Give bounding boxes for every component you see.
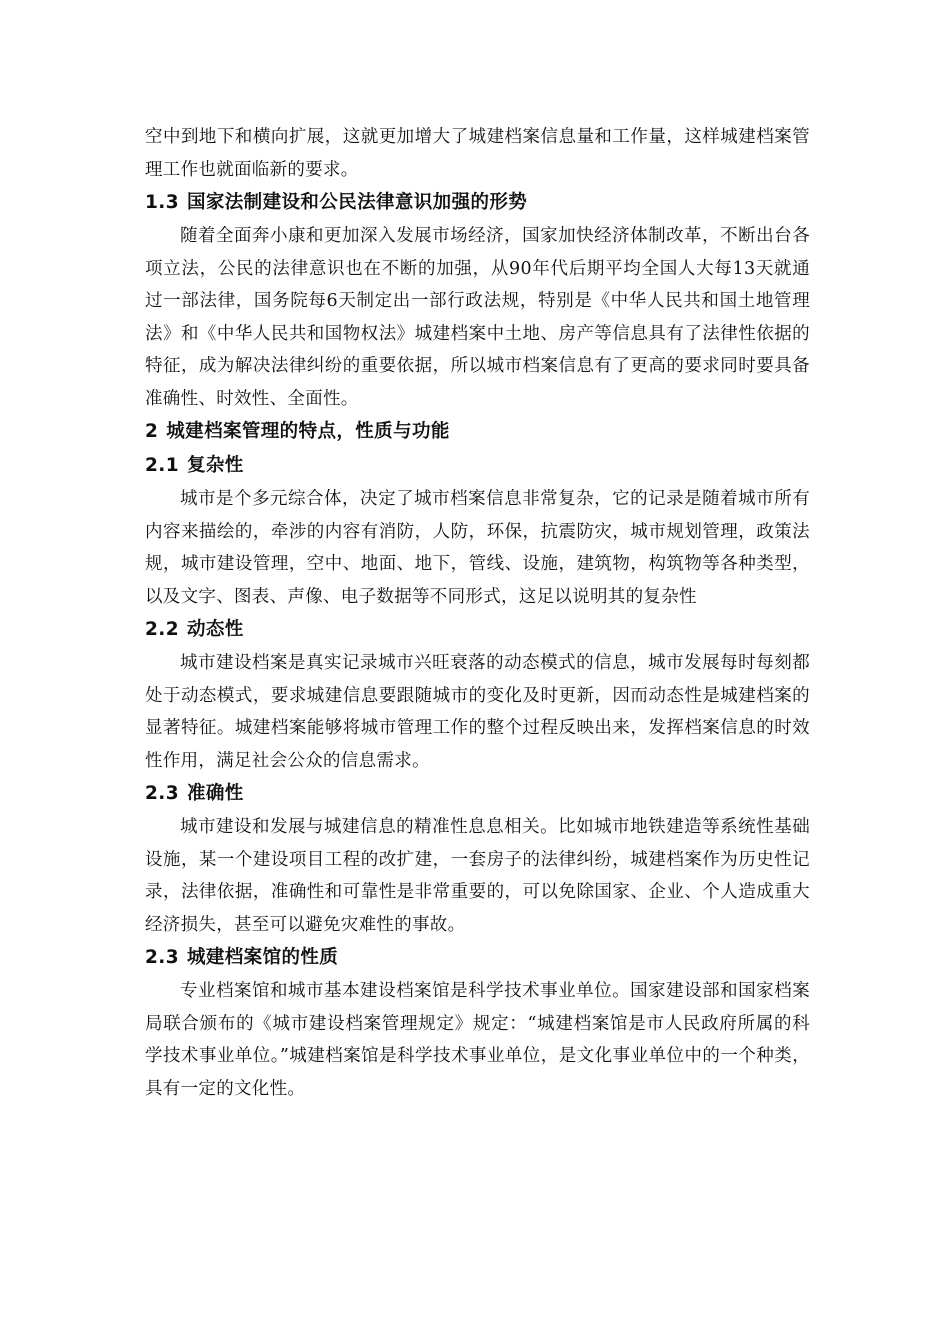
heading-title: 复杂性 [186, 455, 244, 476]
heading-number: 2 [145, 421, 159, 442]
paragraph-continuation: 空中到地下和横向扩展，这就更加增大了城建档案信息量和工作量，这样城建档案管理工作也就面临新的要求。 [145, 127, 810, 180]
paragraph-legal-situation: 随着全面奔小康和更加深入发展市场经济，国家加快经济体制改革，不断出台各项立法，公民的法律意识也在不断的加强，从90年代后期平均全国人大每13天就通过一部法律，国务院每6天制定出一部行政法规，特别是《中华人民共和国土地管理法》和《中华人民共和国物权法》城建档案中土地、房产等信息具有了法律性依据的特征，成为解决法律纠纷的重要依据，所以城市档案信息有了更高的要求同时要具备准确性、时效性、全面性。 [145, 226, 810, 409]
paragraph-archive-nature: 专业档案馆和城市基本建设档案馆是科学技术事业单位。国家建设部和国家档案局联合颁布的《城市建设档案管理规定》规定：“城建档案馆是市人民政府所属的科学技术事业单位。”城建档案馆是科学技术事业单位，是文化事业单位中的一个种类，具有一定的文化性。 [145, 981, 810, 1099]
section-heading-1-3 [145, 186, 810, 220]
paragraph-accuracy: 城市建设和发展与城建信息的精准性息息相关。比如城市地铁建造等系统性基础设施，某一个建设项目工程的改扩建，一套房子的法律纠纷，城建档案作为历史性记录，法律依据，准确性和可靠性是非常重要的，可以免除国家、企业、个人造成重大经济损失，甚至可以避免灾难性的事故。 [145, 817, 810, 935]
heading-number: 1.3 [145, 192, 179, 213]
heading-number: 2.3 [145, 783, 179, 804]
heading-number: 2.1 [145, 455, 179, 476]
section-heading-2 [145, 415, 810, 449]
heading-title: 国家法制建设和公民法律意识加强的形势 [186, 192, 528, 213]
paragraph-dynamic: 城市建设档案是真实记录城市兴旺衰落的动态模式的信息，城市发展每时每刻都处于动态模式，要求城建信息要跟随城市的变化及时更新，因而动态性是城建档案的显著特征。城建档案能够将城市管理工作的整个过程反映出来，发挥档案信息的时效性作用，满足社会公众的信息需求。 [145, 653, 810, 771]
paragraph-complexity: 城市是个多元综合体，决定了城市档案信息非常复杂，它的记录是随着城市所有内容来描绘的，牵涉的内容有消防，人防，环保，抗震防灾，城市规划管理，政策法规，城市建设管理，空中、地面、地下，管线、设施，建筑物，构筑物等各种类型，以及文字、图表、声像、电子数据等不同形式，这足以说明其的复杂性 [145, 489, 810, 607]
section-heading-2-3-nature [145, 941, 810, 975]
heading-title: 动态性 [186, 619, 244, 640]
heading-title: 城建档案管理的特点，性质与功能 [166, 421, 450, 442]
heading-title: 准确性 [186, 783, 244, 804]
heading-number: 2.2 [145, 619, 179, 640]
document-page [145, 121, 810, 1105]
section-heading-2-1 [145, 449, 810, 483]
heading-title: 城建档案馆的性质 [186, 947, 339, 968]
heading-number: 2.3 [145, 947, 179, 968]
section-heading-2-2 [145, 613, 810, 647]
section-heading-2-3-accuracy [145, 777, 810, 811]
